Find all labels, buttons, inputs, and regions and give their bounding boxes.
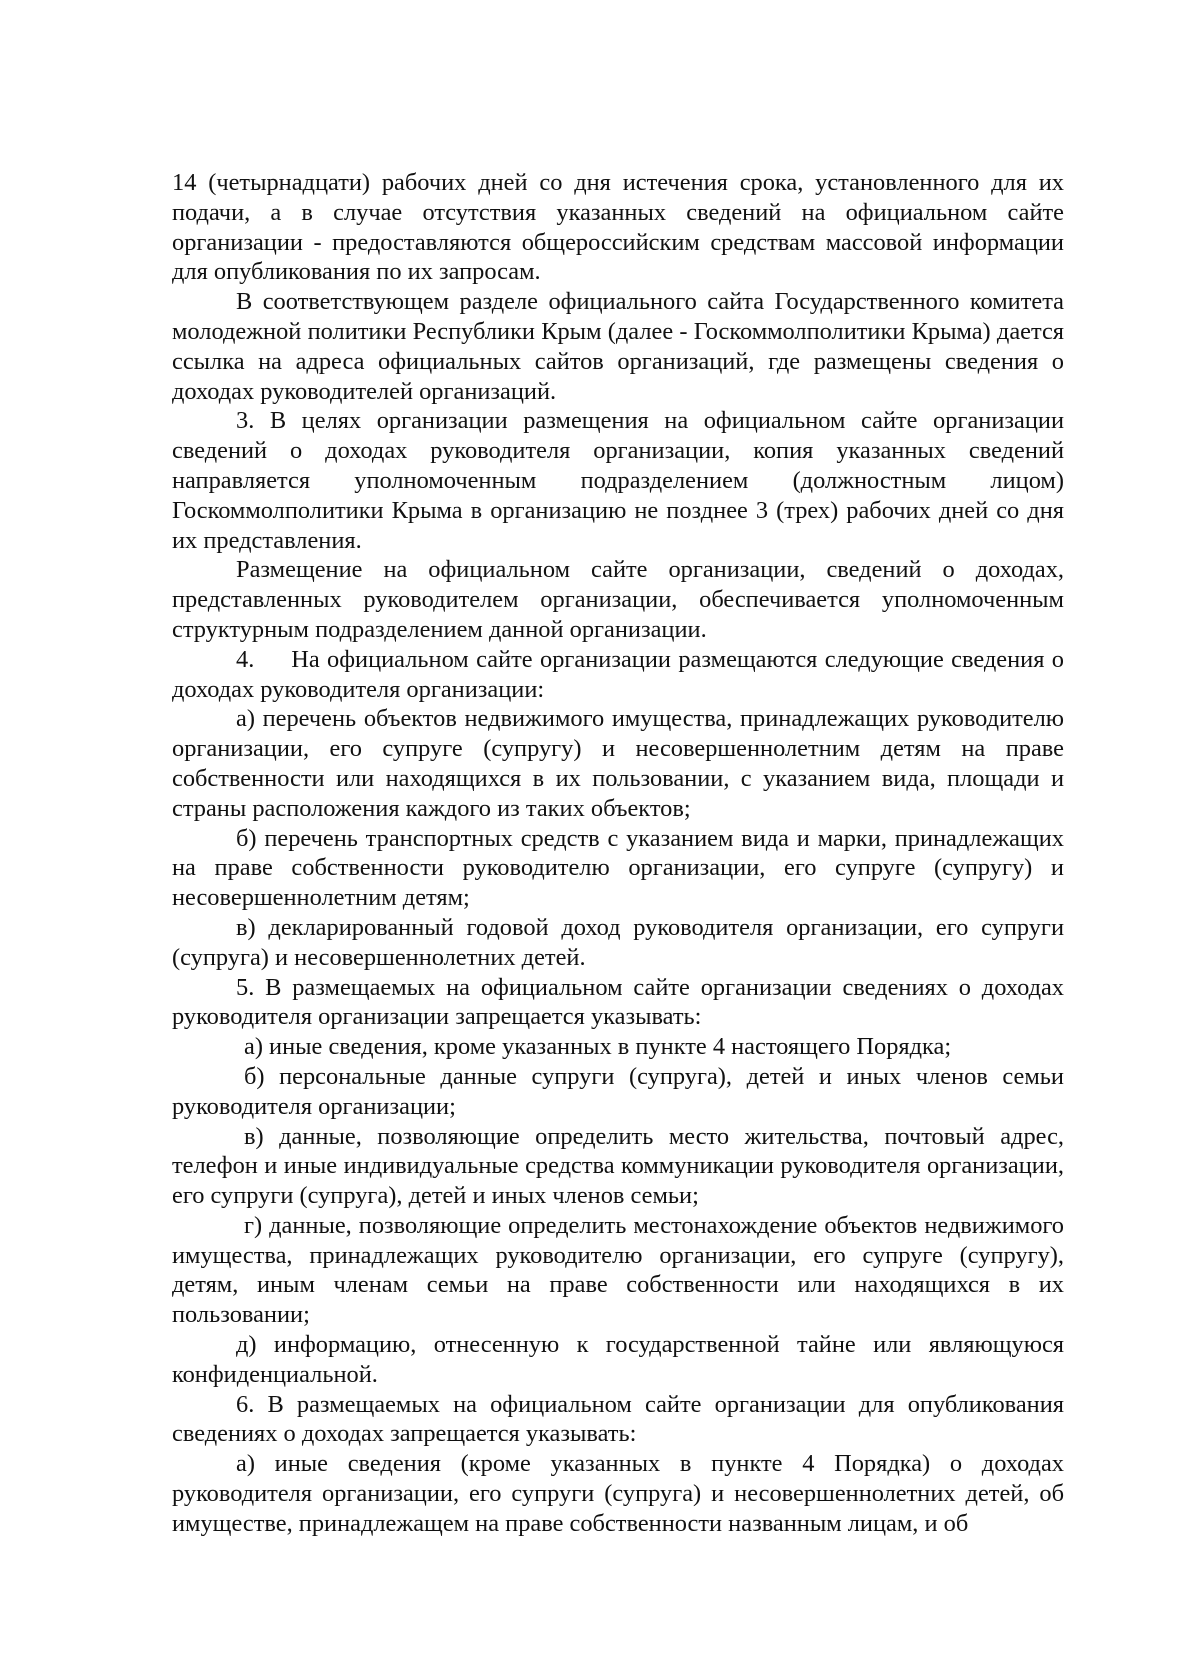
paragraph-item-5g: г) данные, позволяющие определить местонахождение объектов недвижимого имущества, принадлежащих руководителю организации, его супруге (супругу), детям, иным членам семьи на праве собственности или находящихся в их пользовании;	[172, 1211, 1064, 1329]
paragraph-item-6a: а) иные сведения (кроме указанных в пункте 4 Порядка) о доходах руководителя организации, его супруги (супруга) и несовершеннолетних детей, об имуществе, принадлежащем на праве собственности названным лицам, и об	[172, 1450, 1064, 1537]
paragraph-item-5v: в) данные, позволяющие определить место жительства, почтовый адрес, телефон и иные индивидуальные средства коммуникации руководителя организации, его супруги (супруга), детей и иных членов семьи;	[172, 1122, 1064, 1210]
paragraph-official-site-section: В соответствующем разделе официального сайта Государственного комитета молодежной политики Республики Крым (далее - Госкоммолполитики Крыма) дается ссылка на адреса официальных сайтов организаций, где размещены сведения о доходах руководителей организаций.	[172, 288, 1064, 405]
paragraph-item-4a: а) перечень объектов недвижимого имущества, принадлежащих руководителю организации, его супруге (супругу) и несовершеннолетним детям на праве собственности или находящихся в их пользовании, с указанием вида, площади и страны расположения каждого из таких объектов;	[172, 705, 1064, 822]
paragraph-item-5b: б) персональные данные супруги (супруга), детей и иных членов семьи руководителя организации;	[172, 1062, 1064, 1120]
paragraph-item-3: 3. В целях организации размещения на официальном сайте организации сведений о доходах руководителя организации, копия указанных сведений направляется уполномоченным подразделением (должностным лицом) Госкоммолполитики Крыма в организацию не позднее 3 (трех) рабочих дней со дня их представления.	[172, 407, 1064, 554]
paragraph-item-4v: в) декларированный годовой доход руководителя организации, его супруги (супруга) и несовершеннолетних детей.	[172, 913, 1064, 971]
paragraph-item-5d: д) информацию, отнесенную к государственной тайне или являющуюся конфиденциальной.	[172, 1331, 1064, 1388]
paragraph-item-4: 4. На официальном сайте организации размещаются следующие сведения о доходах руководителя организации:	[172, 645, 1064, 703]
paragraph-item-4b: б) перечень транспортных средств с указанием вида и марки, принадлежащих на праве собственности руководителю организации, его супруге (супругу) и несовершеннолетним детям;	[172, 824, 1064, 912]
paragraph-continuation: 14 (четырнадцати) рабочих дней со дня истечения срока, установленного для их подачи, а в случае отсутствия указанных сведений на официальном сайте организации - предоставляются общероссийским средствам массовой информации для опубликования по их запросам.	[172, 169, 1064, 286]
document-page	[172, 168, 1064, 1539]
paragraph-item-5a: а) иные сведения, кроме указанных в пункте 4 настоящего Порядка;	[244, 1033, 952, 1061]
paragraph-placement: Размещение на официальном сайте организации, сведений о доходах, представленных руководителем организации, обеспечивается уполномоченным структурным подразделением данной организации.	[172, 556, 1064, 643]
paragraph-item-5: 5. В размещаемых на официальном сайте организации сведениях о доходах руководителя организации запрещается указывать:	[172, 973, 1064, 1031]
paragraph-item-6: 6. В размещаемых на официальном сайте организации для опубликования сведениях о доходах запрещается указывать:	[172, 1390, 1064, 1448]
